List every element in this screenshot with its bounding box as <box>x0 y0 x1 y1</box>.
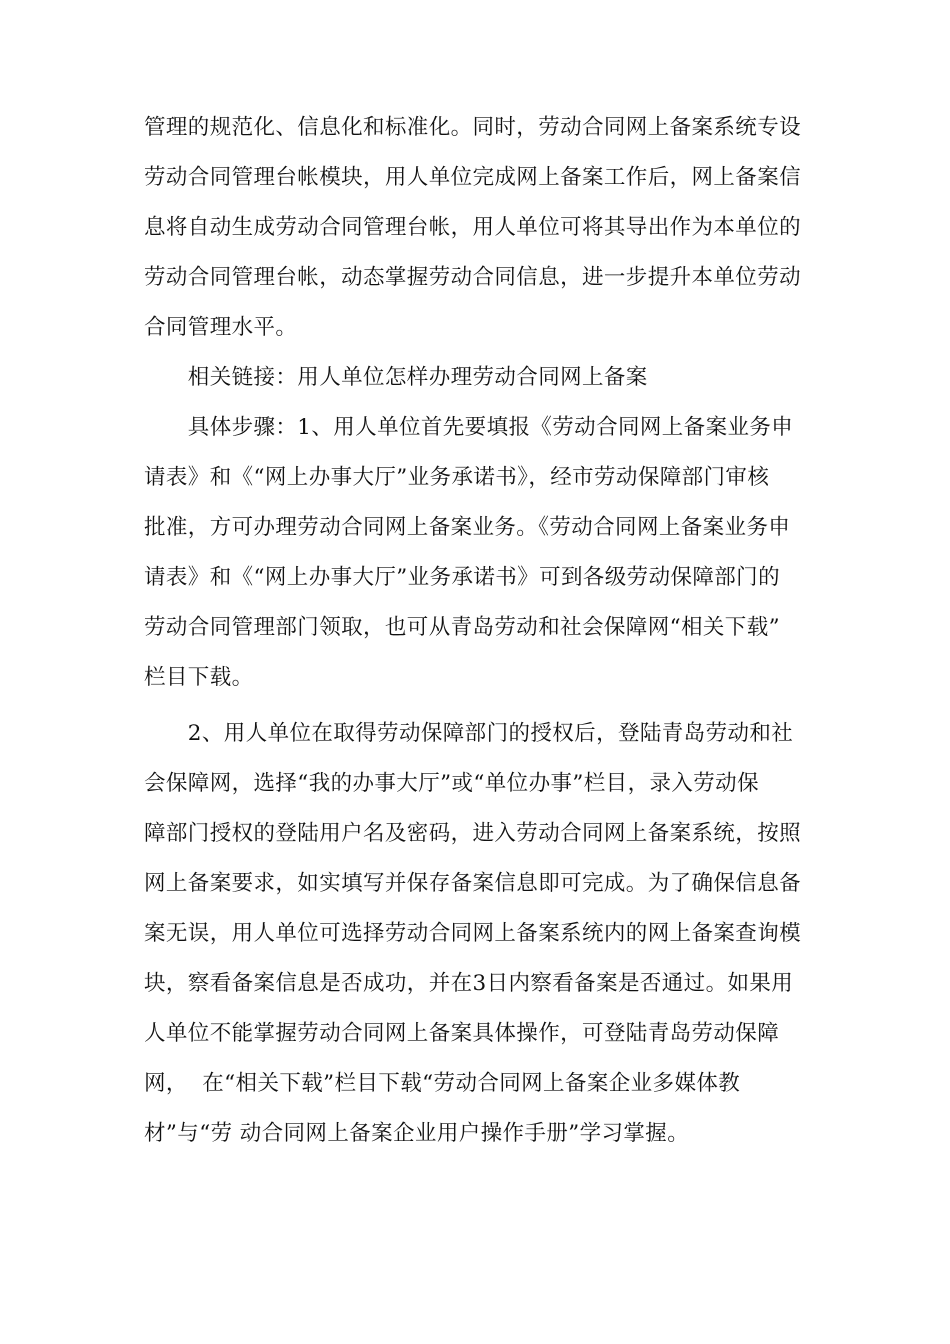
text-line: 2、用人单位在取得劳动保障部门的授权后，登陆青岛劳动和社 <box>144 721 794 746</box>
text-line: 请表》和《“网上办事大厅”业务承诺书》，经市劳动保障部门审核 <box>144 465 770 490</box>
text-line: 息将自动生成劳动合同管理台帐，用人单位可将其导出作为本单位的 <box>144 215 802 240</box>
paragraph-related-link <box>144 353 834 403</box>
text-line: 网上备案要求，如实填写并保存备案信息即可完成。为了确保信息备 <box>144 871 802 896</box>
text-line: 块，察看备案信息是否成功，并在3日内察看备案是否通过。如果用 <box>144 971 794 996</box>
text-line: 人单位不能掌握劳动合同网上备案具体操作，可登陆青岛劳动保障 <box>144 1021 780 1046</box>
paragraph-step2 <box>144 709 834 1159</box>
text-line: 网， 在“相关下载”栏目下载“劳动合同网上备案企业多媒体教 <box>144 1071 741 1096</box>
text-line: 批准，方可办理劳动合同网上备案业务。《劳动合同网上备案业务申 <box>144 515 791 540</box>
text-line: 劳动合同管理台帐模块，用人单位完成网上备案工作后，网上备案信 <box>144 165 802 190</box>
text-line: 栏目下载。 <box>144 665 254 690</box>
text-line: 合同管理水平。 <box>144 315 298 340</box>
text-line: 管理的规范化、信息化和标准化。同时，劳动合同网上备案系统专设 <box>144 115 802 140</box>
text-line: 障部门授权的登陆用户名及密码，进入劳动合同网上备案系统，按照 <box>144 821 802 846</box>
paragraph-step1 <box>144 403 834 703</box>
paragraph-intro <box>144 103 834 353</box>
document-body <box>144 103 834 1159</box>
text-line: 劳动合同管理台帐，动态掌握劳动合同信息，进一步提升本单位劳动 <box>144 265 802 290</box>
text-line: 劳动合同管理部门领取，也可从青岛劳动和社会保障网“相关下载” <box>144 615 780 640</box>
text-line: 材”与“劳 动合同网上备案企业用户操作手册”学习掌握。 <box>144 1121 690 1146</box>
text-line: 具体步骤：1、用人单位首先要填报《劳动合同网上备案业务申 <box>144 415 794 440</box>
text-line: 会保障网，选择“我的办事大厅”或“单位办事”栏目，录入劳动保 <box>144 771 759 796</box>
text-line: 案无误，用人单位可选择劳动合同网上备案系统内的网上备案查询模 <box>144 921 802 946</box>
related-link-heading: 相关链接：用人单位怎样办理劳动合同网上备案 <box>144 365 648 390</box>
text-line: 请表》和《“网上办事大厅”业务承诺书》可到各级劳动保障部门的 <box>144 565 780 590</box>
